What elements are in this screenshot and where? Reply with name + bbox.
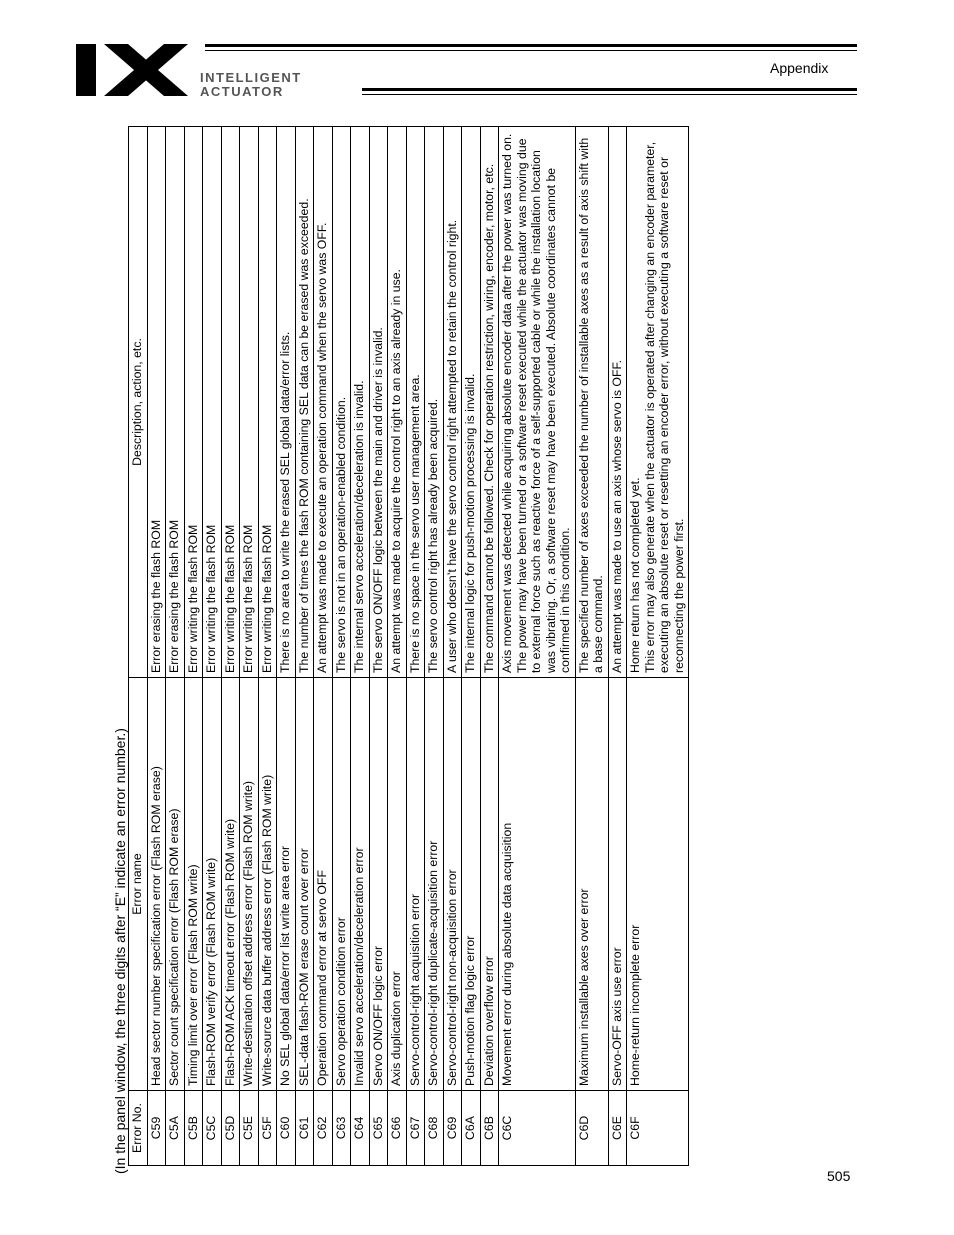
table-row [499,127,576,1166]
logo-i-bar [76,44,96,96]
company-logo [76,44,366,98]
error-name-cell: Servo-control-right non-acquisition error [443,678,462,1091]
table-row [314,127,333,1166]
error-name-cell: Head sector number specification error (Flash ROM erase) [147,678,166,1091]
table-body [147,127,689,1166]
description-cell: The command cannot be followed. Check for operation restriction, wiring, encoder, motor, etc. [480,127,499,678]
table-row [166,127,185,1166]
section-title: Appendix [770,60,829,76]
error-number-cell: C65 [369,1091,388,1166]
error-number-cell: C60 [277,1091,296,1166]
table-row [443,127,462,1166]
table-row [295,127,314,1166]
error-number-cell: C5E [240,1091,259,1166]
error-name-cell: Sector count specification error (Flash ROM erase) [166,678,185,1091]
error-name-cell: Push-motion flag logic error [462,678,481,1091]
header-rule-top [205,44,857,47]
logo-line2: ACTUATOR [200,84,284,98]
error-number-cell: C5D [221,1091,240,1166]
error-name-cell: Servo-OFF axis use error [608,678,627,1091]
description-cell: The specified number of axes exceeded the number of installable axes as a result of axis shift with a base command. [575,127,608,678]
table-row [608,127,627,1166]
error-name-cell: Flash-ROM ACK timeout error (Flash ROM write) [221,678,240,1091]
logo-line1: INTELLIGENT [200,70,302,85]
error-number-cell: C6F [627,1091,689,1166]
error-number-cell: C5F [258,1091,277,1166]
table-row [240,127,259,1166]
description-cell: The servo ON/OFF logic between the main and driver is invalid. [369,127,388,678]
table-row [369,127,388,1166]
error-number-cell: C66 [388,1091,407,1166]
table-row [425,127,444,1166]
description-cell: The servo control right has already been acquired. [425,127,444,678]
description-cell: Error writing the flash ROM [203,127,222,678]
column-header-description: Description, action, etc. [129,127,148,678]
error-number-cell: C61 [295,1091,314,1166]
error-name-cell: Movement error during absolute data acquisition [499,678,576,1091]
error-table-container [128,126,818,1166]
error-name-cell: Servo ON/OFF logic error [369,678,388,1091]
error-name-cell: Write-source data buffer address error (Flash ROM write) [258,678,277,1091]
header-rule-bottom-thin [362,94,857,95]
description-cell: The number of times the flash ROM containing SEL data can be erased was exceeded. [295,127,314,678]
error-number-cell: C5C [203,1091,222,1166]
error-name-cell: Servo-control-right acquisition error [406,678,425,1091]
description-cell: The internal logic for push-motion processing is invalid. [462,127,481,678]
description-cell: There is no space in the servo user management area. [406,127,425,678]
column-header-error-no: Error No. [129,1091,148,1166]
error-number-cell: C5A [166,1091,185,1166]
error-number-cell: C6B [480,1091,499,1166]
table-row [184,127,203,1166]
description-cell: Error writing the flash ROM [240,127,259,678]
table-caption: (In the panel window, the three digits after “E” indicate an error number.) [112,728,128,1174]
error-number-cell: C68 [425,1091,444,1166]
description-cell: The internal servo acceleration/deceleration is invalid. [351,127,370,678]
description-cell: Error erasing the flash ROM [166,127,185,678]
table-row [351,127,370,1166]
table-header-row [129,127,148,1166]
error-name-cell: Write-destination offset address error (Flash ROM write) [240,678,259,1091]
description-cell: An attempt was made to use an axis whose servo is OFF. [608,127,627,678]
table-row [277,127,296,1166]
error-number-cell: C62 [314,1091,333,1166]
error-number-cell: C6E [608,1091,627,1166]
table-row [575,127,608,1166]
table-row [332,127,351,1166]
error-name-cell: Home-return incomplete error [627,678,689,1091]
description-cell: Home return has not completed yet. This error may also generate when the actuator is operated after changing an encoder parameter, executing an absolute reset or resetting an encoder error, without executing a software reset or reconnecting the power first. [627,127,689,678]
header-rule-top-thin [205,50,857,51]
table-row [147,127,166,1166]
error-number-cell: C64 [351,1091,370,1166]
table-row [462,127,481,1166]
error-number-cell: C63 [332,1091,351,1166]
description-cell: Error writing the flash ROM [221,127,240,678]
table-row [258,127,277,1166]
error-name-cell: Axis duplication error [388,678,407,1091]
description-cell: A user who doesn’t have the servo control right attempted to retain the control right. [443,127,462,678]
error-number-cell: C5B [184,1091,203,1166]
error-number-cell: C6D [575,1091,608,1166]
table-row [406,127,425,1166]
description-cell: Error erasing the flash ROM [147,127,166,678]
description-cell: Axis movement was detected while acquiring absolute encoder data after the power was turned on. The power may have been turned or a software reset executed while the actuator was moving due to external force such as reactive force of a self-supported cable or while the installation location was vibrating. Or, a software reset may have been executed. Absolute coordinates cannot be confirmed in this condition. [499,127,576,678]
error-name-cell: Flash-ROM verify error (Flash ROM write) [203,678,222,1091]
table-row [627,127,689,1166]
error-name-cell: Invalid servo acceleration/deceleration error [351,678,370,1091]
error-name-cell: SEL-data flash-ROM erase count over error [295,678,314,1091]
table-row [221,127,240,1166]
description-cell: An attempt was made to acquire the control right to an axis already in use. [388,127,407,678]
error-number-cell: C69 [443,1091,462,1166]
error-number-cell: C6A [462,1091,481,1166]
description-cell: Error writing the flash ROM [258,127,277,678]
description-cell: There is no area to write the erased SEL global data/error lists. [277,127,296,678]
error-name-cell: Servo operation condition error [332,678,351,1091]
error-name-cell: Servo-control-right duplicate-acquisition error [425,678,444,1091]
description-cell: The servo is not in an operation-enabled condition. [332,127,351,678]
error-name-cell: No SEL global data/error list write area error [277,678,296,1091]
error-table [128,126,689,1166]
table-row [480,127,499,1166]
error-name-cell: Timing limit over error (Flash ROM write) [184,678,203,1091]
error-name-cell: Deviation overflow error [480,678,499,1091]
table-row [388,127,407,1166]
column-header-error-name: Error name [129,678,148,1091]
description-cell: Error writing the flash ROM [184,127,203,678]
error-number-cell: C67 [406,1091,425,1166]
table-row [203,127,222,1166]
error-name-cell: Operation command error at servo OFF [314,678,333,1091]
error-name-cell: Maximum installable axes over error [575,678,608,1091]
error-number-cell: C6C [499,1091,576,1166]
description-cell: An attempt was made to execute an operation command when the servo was OFF. [314,127,333,678]
error-number-cell: C59 [147,1091,166,1166]
page-number: 505 [827,1168,851,1184]
header-rule-bottom [362,88,857,91]
